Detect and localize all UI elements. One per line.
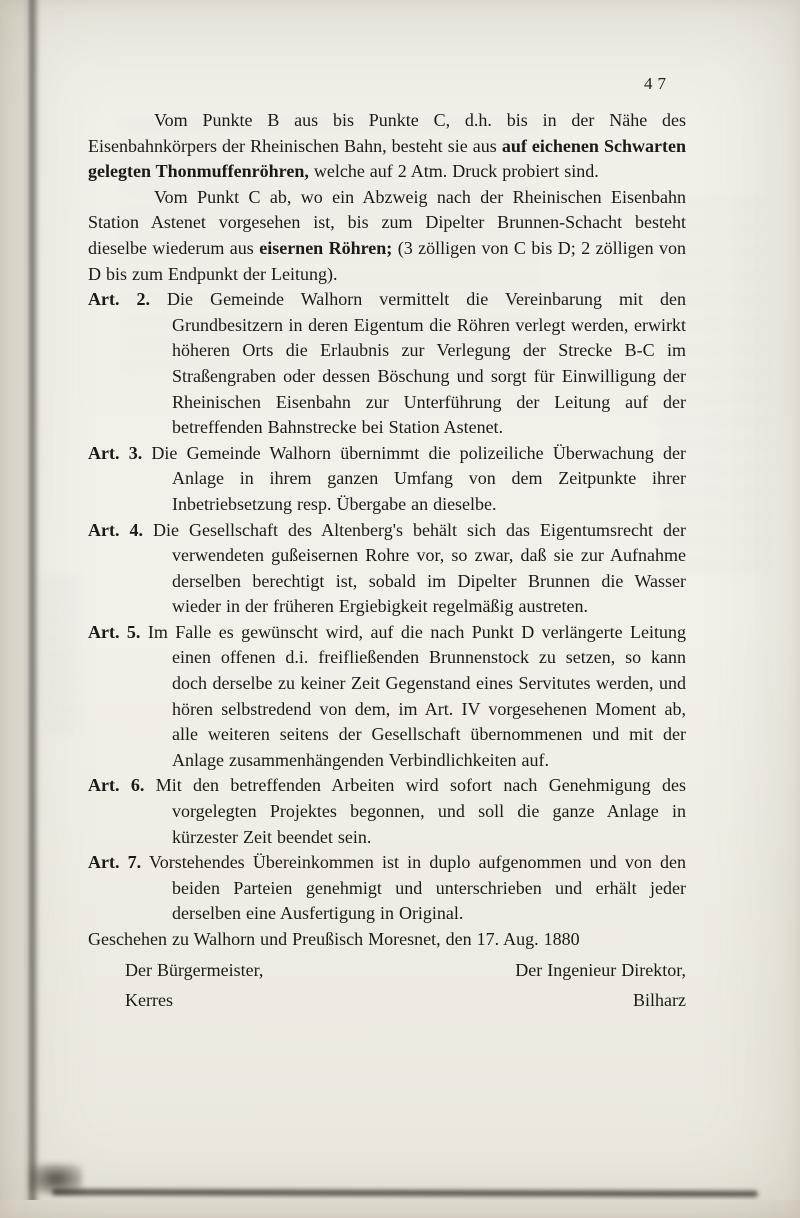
signature-left-title: Der Bürgermeister, — [125, 959, 264, 980]
signature-right-title: Der Ingenieur Direktor, — [515, 959, 686, 980]
bold-text-run: auf eichenen Schwarten gelegten Thonmuffenröhren, — [88, 135, 686, 182]
intro-paragraph-2 — [88, 185, 686, 287]
text-run: (3 zölligen von C bis D; 2 zölligen von D bis zum Endpunkt der Leitung). — [88, 237, 687, 284]
signature-names-row — [125, 988, 686, 1014]
article-3-text: Die Gemeinde Walhorn übernimmt die polizeiliche Überwachung der Anlage in ihrem ganzen Umfang von dem Zeitpunkte ihrer Inbetriebsetzung resp. Übergabe an dieselbe. — [151, 442, 686, 514]
article-5-label: Art. 5. — [88, 621, 141, 642]
page-edge-shadow-bottom — [52, 1189, 758, 1197]
page-bottom-margin-area — [0, 1200, 800, 1218]
page-number: 47 — [644, 74, 671, 93]
closing-line: Geschehen zu Walhorn und Preußisch Moresnet, den 17. Aug. 1880 — [88, 929, 580, 949]
article-3 — [88, 441, 686, 518]
text-run: Vom Punkt C ab, wo ein Abzweig nach der Rheinischen Eisenbahn Station Astenet vorgesehen ist, bis zum Dipelter Brunnen-Schacht besteht dieselbe wiederum aus — [88, 186, 686, 258]
article-3-label: Art. 3. — [88, 442, 143, 463]
article-5 — [88, 620, 686, 774]
article-5-text: Im Falle es gewünscht wird, auf die nach Punkt D verlängerte Leitung einen offenen d.i. freifließenden Brunnenstock zu setzen, so kann doch derselbe zu keiner Zeit Gegenstand eines Servitutes werden, und hören selbstredend von dem, im Art. IV vorgesehenen Moment ab, alle weiteren seitens der Gesellschaft übernommenen und mit der Anlage zusammenhängenden Verbindlichkeiten auf. — [147, 621, 686, 770]
article-2-label: Art. 2. — [88, 289, 151, 310]
article-7-label: Art. 7. — [88, 852, 142, 873]
article-4-label: Art. 4. — [88, 519, 144, 540]
article-7 — [88, 850, 686, 927]
article-4 — [88, 518, 686, 620]
ink-bleed-through-left — [40, 580, 80, 730]
article-6-label: Art. 6. — [88, 775, 145, 796]
article-6-text: Mit den betreffenden Arbeiten wird sofort nach Genehmigung des vorgelegten Projektes begonnen, und soll die ganze Anlage in kürzester Zeit beendet sein. — [155, 775, 687, 847]
page-left-margin-area — [0, 0, 26, 1218]
signature-left-name: Kerres — [125, 990, 173, 1011]
signature-titles-row — [125, 958, 686, 984]
article-7-text: Vorstehendes Übereinkommen ist in duplo aufgenommen und von den beiden Parteien genehmigt und unterschrieben und erhält jeder derselben eine Ausfertigung in Original. — [149, 852, 687, 924]
article-4-text: Die Gesellschaft des Altenberg's behält sich das Eigentumsrecht der verwendeten gußeisernen Rohre vor, so zwar, daß sie zur Aufnahme derselben berechtigt ist, sobald im Dipelter Brunnen die Wasser wieder in der früheren Ergiebigkeit regelmäßig austreten. — [153, 519, 687, 617]
page-text-block — [88, 108, 686, 1014]
page-edge-shadow-left — [26, 0, 39, 1207]
text-run: Vom Punkte B aus bis Punkte C, d.h. bis in der Nähe des Eisenbahnkörpers der Rheinischen Bahn, besteht sie aus — [88, 110, 686, 156]
article-2 — [88, 287, 686, 441]
bold-text-run: eisernen Röhren; — [259, 237, 393, 258]
article-2-text: Die Gemeinde Walhorn vermittelt die Vereinbarung mit den Grundbesitzern in deren Eigentum die Röhren verlegt werden, erwirkt höheren Orts die Erlaubnis zur Verlegung der Strecke B-C im Straßengraben oder dessen Böschung und sorgt für Einwilligung der Rheinischen Eisenbahn zur Unterführung der Leitung auf der betreffenden Bahnstrecke bei Station Astenet. — [167, 289, 687, 438]
text-run: welche auf 2 Atm. Druck probiert sind. — [308, 161, 599, 182]
signature-right-name: Bilharz — [633, 990, 686, 1011]
article-6 — [88, 773, 686, 850]
intro-paragraph-1 — [88, 108, 686, 185]
